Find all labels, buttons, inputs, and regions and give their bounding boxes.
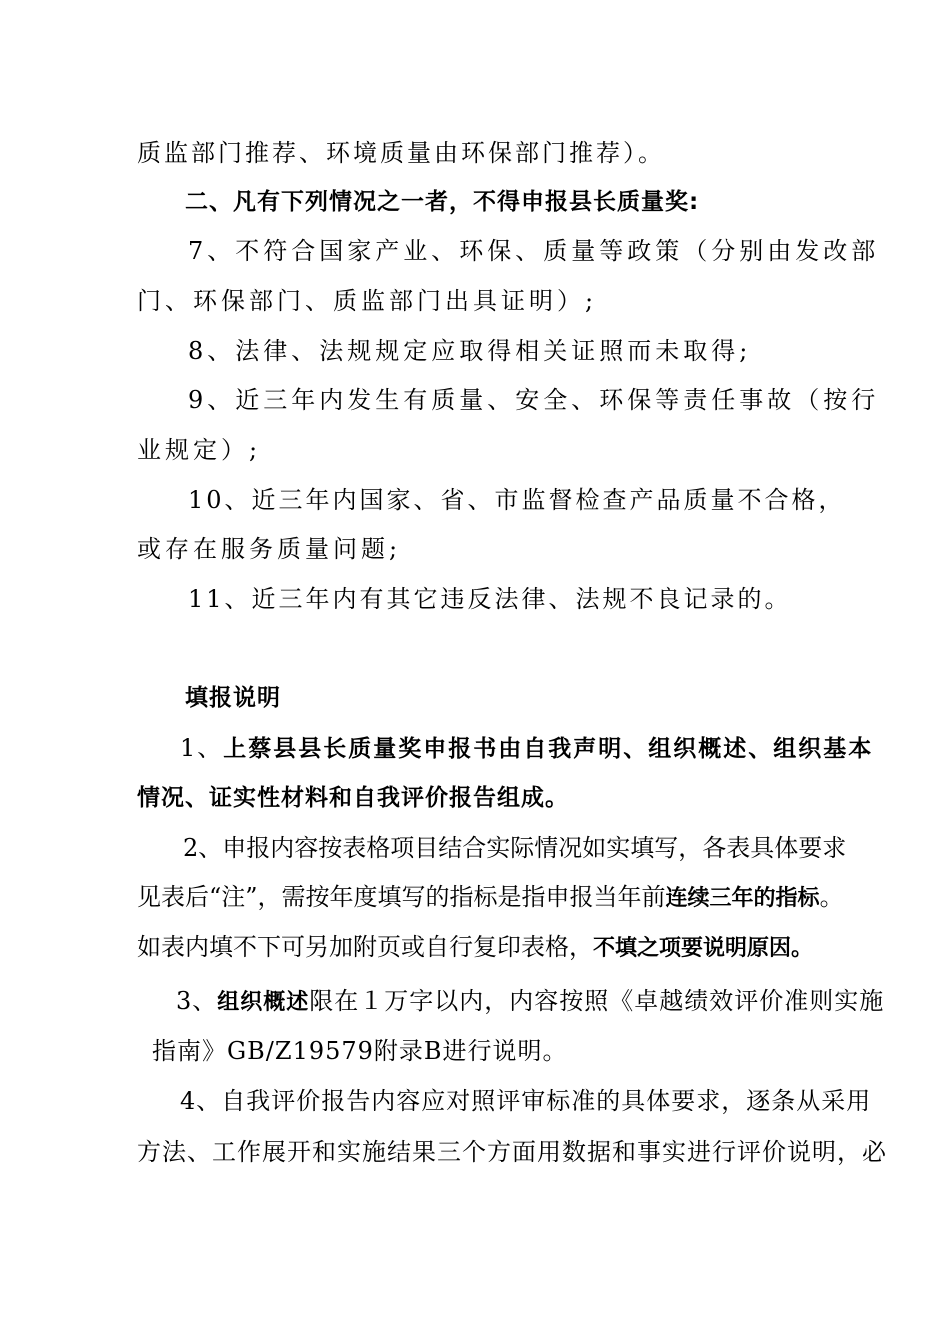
note-3-prefix: 3、 (176, 987, 218, 1015)
note-2-emphasis: 连续三年的指标 (665, 886, 820, 911)
note-3 (176, 985, 884, 1019)
note-1 (180, 732, 873, 765)
fill-instructions-heading: 填报说明 (185, 685, 281, 711)
list-item-10: 10、近三年内国家、省、市监督检查产品质量不合格， (188, 486, 846, 514)
note-2-continued (137, 881, 844, 915)
note-3-emphasis: 组织概述 (217, 990, 310, 1015)
note-3-continued: 指南》GB/Z19579附录B进行说明。 (152, 1037, 568, 1065)
paragraph-line: 质监部门推荐、环境质量由环保部门推荐）。 (137, 139, 665, 167)
list-item-8: 8、法律、法规规定应取得相关证照而未取得; (188, 337, 752, 365)
note-1-text: 上蔡县县长质量奖申报书由自我声明、组织概述、组织基本 (223, 736, 874, 762)
list-item-9: 9、近三年内发生有质量、安全、环保等责任事故（按行 (188, 386, 880, 414)
list-item-10-continued: 或存在服务质量问题; (137, 535, 402, 563)
note-4-continued: 方法、工作展开和实施结果三个方面用数据和事实进行评价说明，必 (137, 1138, 887, 1166)
note-2-last-text: 如表内填不下可另加附页或自行复印表格， (137, 933, 593, 961)
note-2-text: 见表后“注”，需按年度填写的指标是指申报当年前 (137, 883, 666, 911)
note-2-end: 。 (819, 883, 844, 911)
list-item-7-continued: 门、环保部门、质监部门出具证明）; (137, 287, 598, 315)
note-2-last-emphasis: 不填之项要说明原因。 (593, 936, 814, 961)
note-3-text: 限在１万字以内，内容按照《卓越绩效评价准则实施 (309, 987, 885, 1015)
note-4: 4、自我评价报告内容应对照评审标准的具体要求，逐条从采用 (180, 1087, 872, 1115)
note-1-prefix: 1、 (180, 734, 224, 762)
note-1-continued: 情况、证实性材料和自我评价报告组成。 (137, 785, 569, 811)
note-2-last (137, 931, 813, 965)
note-2: 2、申报内容按表格项目结合实际情况如实填写，各表具体要求 (183, 834, 847, 862)
list-item-9-continued: 业规定）; (137, 436, 262, 464)
list-item-11: 11、近三年内有其它违反法律、法规不良记录的。 (188, 585, 792, 613)
list-item-7: 7、不符合国家产业、环保、质量等政策（分别由发改部 (188, 237, 880, 265)
section-heading: 二、凡有下列情况之一者，不得申报县长质量奖: (185, 189, 700, 215)
